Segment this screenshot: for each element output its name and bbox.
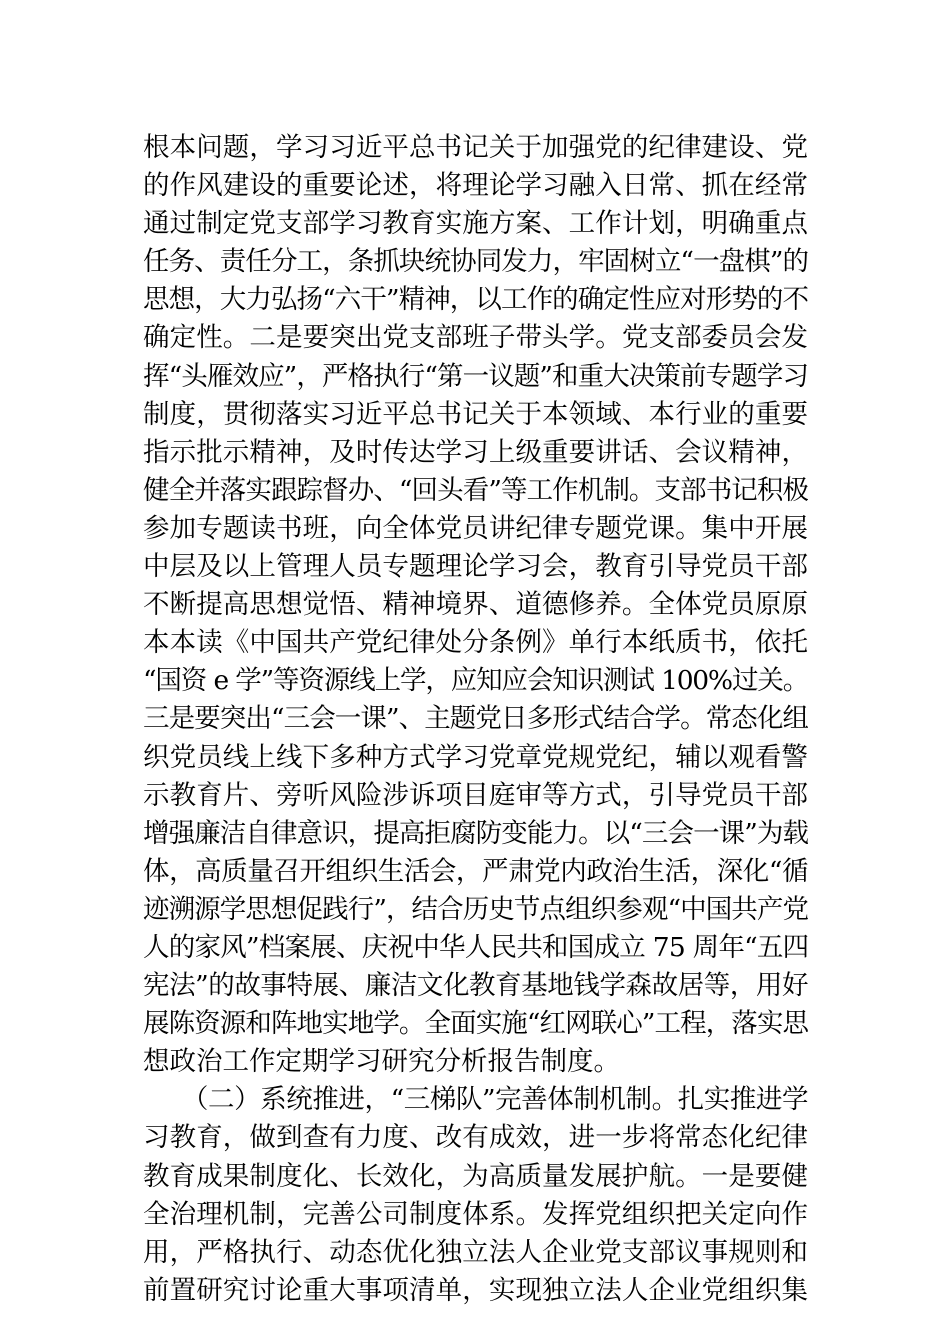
text-line: 三是要突出“三会一课”、主题党日多形式结合学。常态化组 xyxy=(143,703,808,735)
text-line: 指示批示精神，及时传达学习上级重要讲话、会议精神， xyxy=(143,436,808,468)
text-line: 宪法”的故事特展、廉洁文化教育基地钱学森故居等，用好 xyxy=(143,970,808,1002)
text-line-paragraph-end: 想政治工作定期学习研究分析报告制度。 xyxy=(143,1046,620,1078)
text-line: 中层及以上管理人员专题理论学习会，教育引导党员干部 xyxy=(143,551,808,583)
text-line: 增强廉洁自律意识，提高拒腐防变能力。以“三会一课”为载 xyxy=(143,817,808,849)
text-line: 挥“头雁效应”，严格执行“第一议题”和重大决策前专题学习 xyxy=(143,360,808,392)
text-line: 的作风建设的重要论述，将理论学习融入日常、抓在经常 xyxy=(143,170,808,202)
text-line: 前置研究讨论重大事项清单，实现独立法人企业党组织集 xyxy=(143,1274,808,1306)
text-line: 参加专题读书班，向全体党员讲纪律专题党课。集中开展 xyxy=(143,512,808,544)
text-line: 确定性。二是要突出党支部班子带头学。党支部委员会发 xyxy=(143,322,808,354)
text-line: 体，高质量召开组织生活会，严肃党内政治生活，深化“循 xyxy=(143,855,808,887)
text-line: 迹溯源学思想促践行”，结合历史节点组织参观“中国共产党 xyxy=(143,893,808,925)
text-line: 制度，贯彻落实习近平总书记关于本领域、本行业的重要 xyxy=(143,398,808,430)
text-line: 思想，大力弘扬“六干”精神，以工作的确定性应对形势的不 xyxy=(143,284,808,316)
text-line: “国资 e 学”等资源线上学，应知应会知识测试 100%过关。 xyxy=(143,665,808,697)
text-line: 人的家风”档案展、庆祝中华人民共和国成立 75 周年“五四 xyxy=(143,931,808,963)
text-line: 根本问题，学习习近平总书记关于加强党的纪律建设、党 xyxy=(143,132,808,163)
text-line: 通过制定党支部学习教育实施方案、工作计划，明确重点 xyxy=(143,208,808,240)
text-line: 习教育，做到查有力度、改有成效，进一步将常态化纪律 xyxy=(143,1122,808,1154)
text-line: 织党员线上线下多种方式学习党章党规党纪，辅以观看警 xyxy=(143,741,808,773)
text-line: 示教育片、旁听风险涉诉项目庭审等方式，引导党员干部 xyxy=(143,779,808,811)
text-line: 展陈资源和阵地实地学。全面实施“红网联心”工程，落实思 xyxy=(143,1008,808,1040)
body-text xyxy=(143,129,808,1310)
text-line: 用，严格执行、动态优化独立法人企业党支部议事规则和 xyxy=(143,1236,808,1268)
text-line-section-heading: （二）系统推进，“三梯队”完善体制机制。扎实推进学 xyxy=(143,1084,808,1116)
text-line: 全治理机制，完善公司制度体系。发挥党组织把关定向作 xyxy=(143,1198,808,1230)
text-line: 任务、责任分工，条抓块统协同发力，牢固树立“一盘棋”的 xyxy=(143,246,808,278)
text-line: 本本读《中国共产党纪律处分条例》单行本纸质书，依托 xyxy=(143,627,808,659)
text-line: 不断提高思想觉悟、精神境界、道德修养。全体党员原原 xyxy=(143,589,808,621)
text-line: 健全并落实跟踪督办、“回头看”等工作机制。支部书记积极 xyxy=(143,474,808,506)
text-line: 教育成果制度化、长效化，为高质量发展护航。一是要健 xyxy=(143,1160,808,1192)
